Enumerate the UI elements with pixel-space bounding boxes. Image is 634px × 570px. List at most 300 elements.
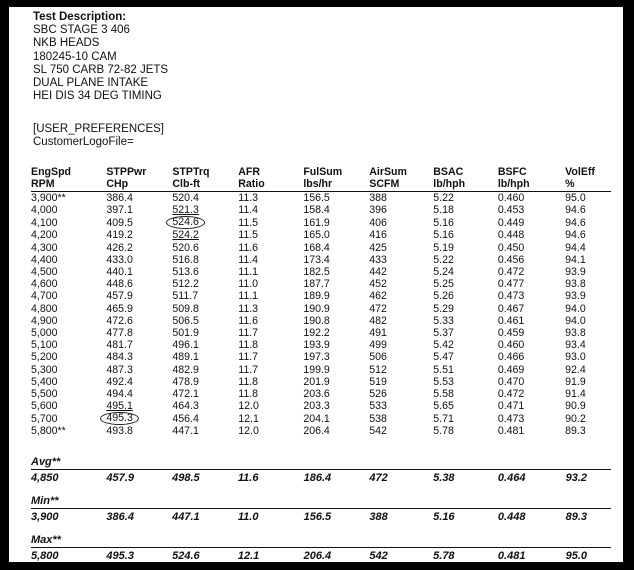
table-cell [238, 229, 303, 241]
table-cell [565, 412, 611, 425]
cell-value: 5.53 [433, 375, 454, 388]
cell-value: 491 [369, 327, 387, 340]
cell-value: 0.470 [497, 375, 525, 388]
table-cell [238, 204, 303, 216]
cell-value: 472 [369, 302, 387, 315]
table-cell [106, 425, 172, 437]
table-cell [369, 229, 433, 241]
cell-value: 11.1 [238, 266, 259, 279]
table-cell [238, 388, 303, 400]
cell-value: 0.472 [497, 388, 525, 401]
table-cell [565, 303, 611, 315]
cell-value: 5.22 [433, 192, 454, 204]
cell-value: 5.47 [433, 351, 454, 364]
user-preferences [33, 123, 164, 149]
cell-value: 11.7 [238, 363, 259, 376]
table-cell [106, 266, 172, 278]
table-row [31, 229, 611, 241]
summary-value: 457.9 [106, 472, 134, 484]
column-unit: Ratio [238, 178, 303, 192]
table-cell [303, 192, 369, 205]
table-cell [31, 290, 106, 302]
cell-value: 447.1 [172, 425, 199, 438]
table-cell [303, 242, 369, 254]
table-cell [303, 351, 369, 363]
cell-value: 457.9 [106, 290, 133, 303]
summary-value: 95.0 [565, 550, 587, 562]
table-cell [565, 376, 611, 388]
cell-value: 0.466 [497, 351, 525, 364]
cell-value: 11.0 [238, 278, 259, 291]
cell-value: 416 [369, 229, 387, 242]
table-cell [106, 376, 172, 388]
underlined-value: 521.3 [172, 204, 199, 217]
table-row [31, 303, 611, 315]
table-cell [238, 376, 303, 388]
cell-value: 11.6 [238, 241, 259, 254]
cell-value: 5.24 [433, 266, 454, 279]
cell-value: 197.3 [303, 351, 330, 364]
cell-value: 487.3 [106, 363, 133, 376]
cell-value: 5.26 [433, 290, 454, 303]
table-cell [565, 204, 611, 216]
summary-value: 5,800 [31, 550, 59, 562]
table-row [31, 266, 611, 278]
cell-value: 165.0 [303, 229, 330, 242]
summary-value: 93.2 [565, 472, 587, 484]
description-line: SL 750 CARB 72-82 JETS [33, 63, 169, 76]
cell-value: 519 [369, 375, 387, 388]
cell-value: 492.4 [106, 375, 133, 388]
cell-value: 482.9 [172, 363, 199, 376]
table-cell [172, 351, 238, 363]
summary-label: Max** [31, 534, 61, 546]
table-cell [238, 303, 303, 315]
table-cell [172, 364, 238, 376]
table-cell [106, 229, 172, 241]
cell-value: 193.9 [303, 339, 330, 352]
cell-value: 0.460 [497, 192, 525, 204]
cell-value: 93.4 [565, 339, 586, 352]
cell-value: 168.4 [303, 241, 330, 254]
table-cell [565, 351, 611, 363]
cell-value: 0.453 [497, 204, 525, 217]
cell-value: 189.9 [303, 290, 330, 303]
cell-value: 506.5 [172, 314, 199, 327]
summary-value: 0.464 [497, 472, 526, 484]
table-cell [106, 204, 172, 216]
cell-value: 93.8 [565, 327, 586, 340]
table-row [31, 315, 611, 327]
column-header: VolEff [565, 166, 595, 178]
cell-value: 187.7 [303, 278, 330, 291]
cell-value: 5,700 [31, 412, 58, 425]
cell-value: 478.9 [172, 375, 199, 388]
cell-value: 0.461 [497, 314, 525, 327]
table-cell [106, 192, 172, 205]
table-cell [31, 376, 106, 388]
summary-value: 386.4 [106, 511, 134, 523]
table-cell [106, 364, 172, 376]
cell-value: 11.7 [238, 351, 259, 364]
table-cell [565, 266, 611, 278]
cell-value: 489.1 [172, 351, 199, 364]
summary-value: 498.5 [172, 472, 200, 484]
table-cell [172, 400, 238, 412]
cell-value: 386.4 [106, 192, 133, 204]
summary-value: 206.4 [303, 550, 332, 562]
summary-value: 3,900 [31, 511, 59, 523]
column-unit: lb/hph [498, 178, 565, 192]
cell-value: 501.9 [172, 327, 199, 340]
description-line: NKB HEADS [33, 37, 100, 50]
table-cell [369, 388, 433, 400]
table-cell [31, 339, 106, 351]
preferences-section-title: [USER_PREFERENCES] [33, 123, 165, 135]
summary-block-max [31, 534, 611, 563]
table-cell [565, 364, 611, 376]
table-cell [369, 425, 433, 437]
cell-value: 206.4 [303, 425, 330, 438]
cell-value: 509.8 [172, 302, 199, 315]
table-cell [498, 278, 565, 290]
cell-value: 397.1 [106, 204, 133, 217]
cell-value: 396 [369, 204, 387, 217]
table-cell [565, 290, 611, 302]
column-header: BSAC [433, 166, 464, 178]
cell-value: 203.3 [303, 400, 330, 413]
cell-value: 5.19 [433, 241, 454, 254]
table-cell [369, 204, 433, 216]
table-row [31, 204, 611, 216]
cell-value: 12.0 [238, 425, 259, 438]
table-cell [498, 290, 565, 302]
table-cell [303, 204, 369, 216]
table-cell [303, 364, 369, 376]
cell-value: 5.51 [433, 363, 454, 376]
cell-value: 90.2 [565, 412, 586, 425]
cell-value: 538 [369, 412, 387, 425]
table-cell [31, 400, 106, 412]
cell-value: 4,900 [31, 314, 58, 327]
cell-value: 520.6 [172, 241, 199, 254]
table-row [31, 327, 611, 339]
cell-value: 5.42 [433, 339, 454, 352]
column-header: FulSum [303, 166, 343, 178]
table-cell [172, 388, 238, 400]
cell-value: 11.8 [238, 388, 259, 401]
cell-value: 5,000 [31, 327, 58, 340]
table-cell [31, 315, 106, 327]
table-cell [433, 376, 498, 388]
cell-value: 542 [369, 425, 387, 438]
table-cell [498, 351, 565, 363]
table-cell [31, 278, 106, 290]
summary-value: 0.481 [497, 550, 526, 562]
cell-value: 5.22 [433, 253, 454, 266]
table-cell [498, 315, 565, 327]
cell-value: 5.18 [433, 204, 454, 217]
underlined-value: 524.2 [172, 229, 199, 242]
table-cell [172, 339, 238, 351]
cell-value: 0.450 [497, 241, 525, 254]
summary-value: 495.3 [106, 550, 134, 562]
cell-value: 11.3 [238, 192, 259, 204]
summary-label: Avg** [31, 456, 61, 468]
table-cell [565, 327, 611, 339]
table-cell [498, 364, 565, 376]
cell-value: 5,800** [31, 425, 66, 438]
table-cell [433, 192, 498, 205]
cell-value: 203.6 [303, 388, 330, 401]
table-cell [238, 400, 303, 412]
cell-value: 161.9 [303, 216, 330, 229]
table-cell [565, 254, 611, 266]
cell-value: 516.8 [172, 253, 199, 266]
table-cell [303, 278, 369, 290]
underlined-value: 495.1 [106, 400, 133, 413]
cell-value: 11.8 [238, 339, 259, 352]
table-cell [31, 229, 106, 241]
table-cell [106, 278, 172, 290]
cell-value: 12.1 [238, 412, 259, 425]
table-cell [106, 412, 172, 425]
cell-value: 11.4 [238, 204, 259, 217]
cell-value: 433.0 [106, 253, 133, 266]
table-cell [303, 315, 369, 327]
cell-value: 173.4 [303, 253, 330, 266]
table-cell [106, 400, 172, 412]
cell-value: 5,600 [31, 400, 58, 413]
cell-value: 513.6 [172, 266, 199, 279]
table-cell [565, 242, 611, 254]
dyno-data-table [31, 166, 611, 438]
cell-value: 158.4 [303, 204, 330, 217]
cell-value: 5,200 [31, 351, 58, 364]
table-cell [369, 315, 433, 327]
table-cell [303, 290, 369, 302]
cell-value: 5.16 [433, 229, 454, 242]
cell-value: 11.7 [238, 327, 259, 340]
table-cell [172, 254, 238, 266]
table-cell [433, 290, 498, 302]
column-unit: RPM [31, 178, 106, 192]
table-cell [172, 278, 238, 290]
table-cell [303, 254, 369, 266]
cell-value: 12.0 [238, 400, 259, 413]
table-row [31, 242, 611, 254]
column-header: STPPwr [106, 166, 147, 178]
table-row [31, 425, 611, 437]
table-cell [172, 327, 238, 339]
summary-value: 11.0 [237, 511, 259, 523]
table-row [31, 351, 611, 363]
table-cell [172, 376, 238, 388]
cell-value: 0.471 [497, 400, 525, 413]
table-cell [106, 254, 172, 266]
cell-value: 5.33 [433, 314, 454, 327]
cell-value: 499 [369, 339, 387, 352]
table-cell [498, 327, 565, 339]
table-row [31, 254, 611, 266]
cell-value: 472.1 [172, 388, 199, 401]
table-cell [238, 266, 303, 278]
cell-value: 90.9 [565, 400, 586, 413]
table-cell [498, 303, 565, 315]
cell-value: 512.2 [172, 278, 199, 291]
table-cell [31, 266, 106, 278]
summary-value: 5.38 [433, 472, 455, 484]
cell-value: 0.477 [497, 278, 525, 291]
cell-value: 5,500 [31, 388, 58, 401]
cell-value: 456.4 [172, 412, 199, 425]
summary-value: 524.6 [172, 550, 200, 562]
table-cell [433, 242, 498, 254]
cell-value: 5.58 [433, 388, 454, 401]
table-row [31, 376, 611, 388]
cell-value: 472.6 [106, 314, 133, 327]
cell-value: 11.6 [238, 314, 259, 327]
table-cell [433, 216, 498, 229]
cell-value: 5.65 [433, 400, 454, 413]
cell-value: 506 [369, 351, 387, 364]
summary-value: 388 [369, 511, 388, 523]
table-cell [106, 315, 172, 327]
table-cell [106, 339, 172, 351]
table-cell [369, 278, 433, 290]
column-unit: lbs/hr [303, 178, 369, 192]
cell-value: 11.3 [238, 302, 259, 315]
cell-value: 11.5 [238, 216, 259, 229]
table-cell [369, 216, 433, 229]
cell-value: 204.1 [303, 412, 330, 425]
cell-value: 91.4 [565, 388, 586, 401]
column-unit: Clb-ft [172, 178, 238, 192]
column-header: EngSpd [31, 166, 72, 178]
table-cell [433, 388, 498, 400]
table-cell [433, 315, 498, 327]
cell-value: 190.9 [303, 302, 330, 315]
table-cell [498, 376, 565, 388]
cell-value: 201.9 [303, 375, 330, 388]
cell-value: 4,800 [31, 302, 58, 315]
cell-value: 465.9 [106, 302, 133, 315]
table-cell [433, 351, 498, 363]
table-cell [565, 339, 611, 351]
table-cell [31, 216, 106, 229]
summary-value: 472 [369, 472, 388, 484]
summary-value: 4,850 [31, 472, 59, 484]
cell-value: 94.0 [565, 314, 586, 327]
table-cell [106, 303, 172, 315]
cell-value: 4,300 [31, 241, 58, 254]
table-row [31, 364, 611, 376]
table-cell [106, 290, 172, 302]
table-cell [498, 254, 565, 266]
table-cell [369, 339, 433, 351]
cell-value: 464.3 [172, 400, 199, 413]
table-cell [31, 327, 106, 339]
table-cell [498, 425, 565, 437]
column-unit: % [565, 178, 611, 192]
table-cell [106, 351, 172, 363]
table-cell [498, 266, 565, 278]
cell-value: 0.449 [497, 216, 525, 229]
table-cell [303, 376, 369, 388]
summary-row [31, 547, 611, 563]
table-cell [172, 303, 238, 315]
cell-value: 0.456 [497, 253, 525, 266]
dyno-report-page [9, 7, 623, 562]
table-cell [498, 192, 565, 205]
table-cell [369, 266, 433, 278]
cell-value: 512 [369, 363, 387, 376]
table-cell [303, 229, 369, 241]
cell-value: 0.473 [497, 412, 525, 425]
column-header: STPTrq [172, 166, 210, 178]
cell-value: 419.2 [106, 229, 133, 242]
cell-value: 0.460 [497, 339, 525, 352]
cell-value: 482 [369, 314, 387, 327]
table-cell [369, 400, 433, 412]
table-cell [303, 303, 369, 315]
cell-value: 496.1 [172, 339, 199, 352]
table-cell [238, 425, 303, 437]
cell-value: 388 [369, 192, 387, 204]
column-header: BSFC [497, 166, 527, 178]
table-cell [498, 242, 565, 254]
cell-value: 526 [369, 388, 387, 401]
cell-value: 440.1 [106, 266, 133, 279]
table-cell [303, 216, 369, 229]
cell-value: 0.481 [497, 425, 525, 438]
cell-value: 484.3 [106, 351, 133, 364]
cell-value: 520.4 [172, 192, 199, 204]
table-cell [303, 400, 369, 412]
summary-value: 12.1 [237, 550, 260, 562]
table-cell [565, 400, 611, 412]
cell-value: 199.9 [303, 363, 330, 376]
summary-row [31, 508, 611, 524]
table-cell [172, 229, 238, 241]
table-cell [369, 192, 433, 205]
cell-value: 0.448 [497, 229, 525, 242]
table-cell [238, 315, 303, 327]
table-cell [31, 364, 106, 376]
cell-value: 5.16 [433, 216, 454, 229]
cell-value: 94.0 [565, 302, 586, 315]
table-cell [369, 254, 433, 266]
table-cell [498, 216, 565, 229]
table-row [31, 400, 611, 412]
summary-value: 11.6 [237, 472, 259, 484]
cell-value: 11.8 [238, 375, 259, 388]
cell-value: 0.473 [497, 290, 525, 303]
circled-value: 495.3 [100, 412, 139, 425]
table-cell [172, 290, 238, 302]
table-cell [31, 204, 106, 216]
summary-value: 156.5 [303, 511, 332, 523]
table-cell [498, 388, 565, 400]
table-cell [565, 388, 611, 400]
cell-value: 5.78 [433, 425, 454, 438]
cell-value: 433 [369, 253, 387, 266]
table-cell [498, 412, 565, 425]
table-cell [303, 327, 369, 339]
table-row [31, 278, 611, 290]
table-cell [31, 242, 106, 254]
summary-row [31, 469, 611, 485]
